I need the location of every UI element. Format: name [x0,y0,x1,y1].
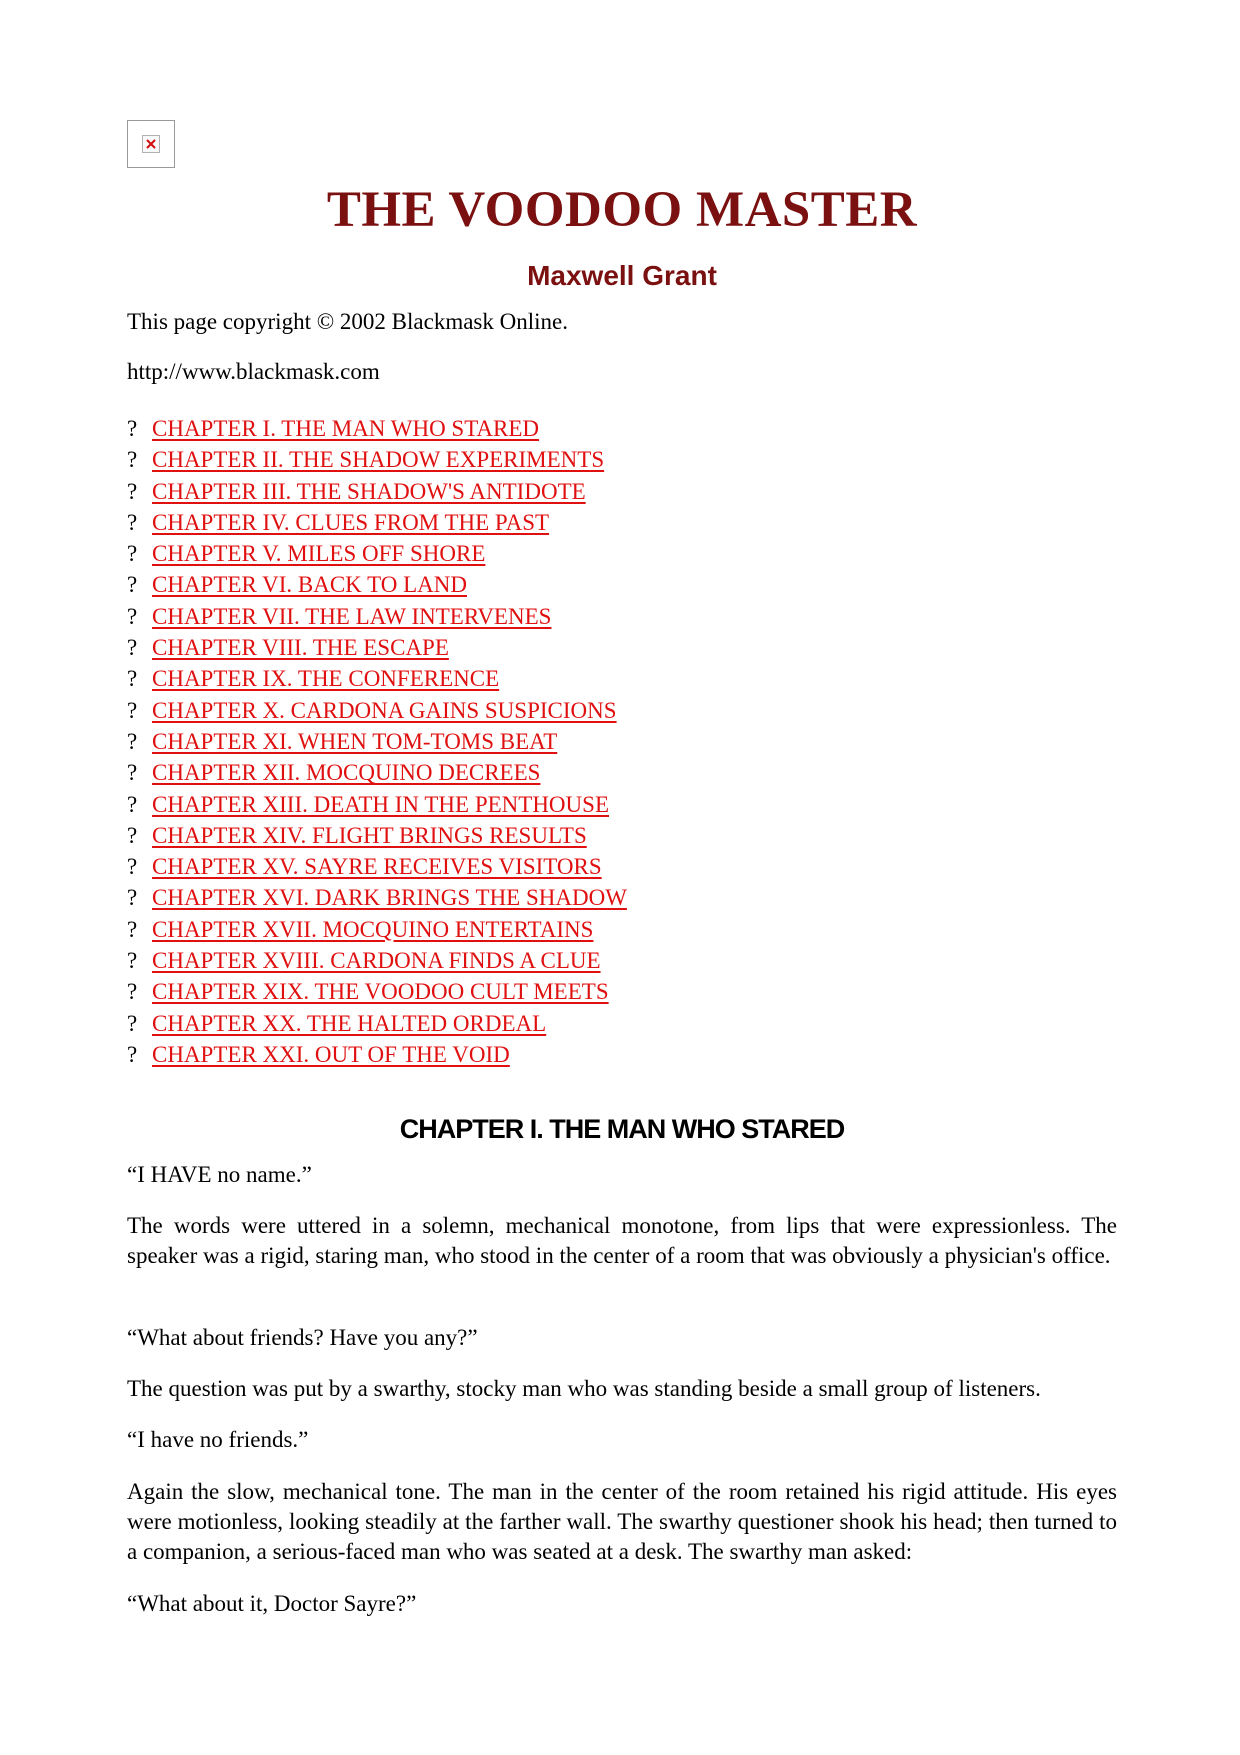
toc-bullet: ? [127,979,138,1005]
toc-link[interactable]: CHAPTER XVIII. CARDONA FINDS A CLUE [152,948,601,974]
toc-link[interactable]: CHAPTER VII. THE LAW INTERVENES [152,603,552,629]
toc-item [127,413,627,444]
toc-link[interactable]: CHAPTER IV. CLUES FROM THE PAST [152,509,550,535]
broken-image-icon [127,120,175,168]
table-of-contents [127,413,627,1070]
toc-link[interactable]: CHAPTER I. THE MAN WHO STARED [152,416,540,441]
toc-bullet: ? [127,666,138,692]
book-title: THE VOODOO MASTER [326,182,918,238]
copyright-notice: This page copyright © 2002 Blackmask Online. [127,309,568,334]
toc-link[interactable]: CHAPTER III. THE SHADOW'S ANTIDOTE [152,478,586,504]
toc-link[interactable]: CHAPTER XX. THE HALTED ORDEAL [152,1010,547,1036]
toc-link[interactable]: CHAPTER X. CARDONA GAINS SUSPICIONS [152,697,617,723]
toc-link[interactable]: CHAPTER XIX. THE VOODOO CULT MEETS [152,979,609,1005]
toc-link[interactable]: CHAPTER XIV. FLIGHT BRINGS RESULTS [152,822,587,848]
toc-bullet: ? [127,916,138,942]
toc-bullet: ? [127,572,138,598]
toc-item [127,507,627,538]
toc-item [127,569,627,600]
paragraph: The question was put by a swarthy, stocky man who was standing beside a small group of listeners. [127,1376,1041,1401]
toc-bullet: ? [127,728,138,754]
toc-bullet: ? [127,603,138,629]
toc-item [127,663,627,694]
paragraph: “I HAVE no name.” [127,1162,312,1187]
toc-link[interactable]: CHAPTER VIII. THE ESCAPE [152,635,449,661]
toc-item [127,976,627,1007]
toc-link[interactable]: CHAPTER XV. SAYRE RECEIVES VISITORS [152,854,602,880]
toc-item [127,757,627,788]
toc-bullet: ? [127,885,138,911]
toc-link[interactable]: CHAPTER II. THE SHADOW EXPERIMENTS [152,447,605,473]
toc-bullet: ? [127,822,138,848]
toc-bullet: ? [127,541,138,567]
site-url: http://www.blackmask.com [127,359,380,384]
toc-item [127,695,627,726]
toc-item [127,1039,627,1070]
toc-item [127,538,627,569]
paragraph: “I have no friends.” [127,1427,309,1452]
toc-bullet: ? [127,447,138,473]
toc-item [127,444,627,475]
toc-item [127,601,627,632]
toc-item [127,726,627,757]
toc-item [127,476,627,507]
toc-bullet: ? [127,509,138,535]
toc-bullet: ? [127,760,138,786]
toc-item [127,820,627,851]
toc-bullet: ? [127,1041,138,1067]
toc-bullet: ? [127,478,138,504]
toc-link[interactable]: CHAPTER XIII. DEATH IN THE PENTHOUSE [152,791,609,817]
toc-link[interactable]: CHAPTER XI. WHEN TOM-TOMS BEAT [152,728,558,754]
toc-link[interactable]: CHAPTER VI. BACK TO LAND [152,572,468,598]
toc-item [127,945,627,976]
toc-item [127,914,627,945]
toc-link[interactable]: CHAPTER V. MILES OFF SHORE [152,541,486,567]
toc-link[interactable]: CHAPTER XII. MOCQUINO DECREES [152,760,541,786]
chapter-heading: CHAPTER I. THE MAN WHO STARED [399,1114,845,1144]
toc-link[interactable]: CHAPTER XVII. MOCQUINO ENTERTAINS [152,916,594,942]
toc-bullet: ? [127,791,138,817]
paragraph: Again the slow, mechanical tone. The man in the center of the room retained his rigid attitude. His eyes were motionless, looking steadily at the farther wall. The swarthy questioner shook his head; then turned to a companion, a serious-faced man who was seated at a desk. The swarthy man asked: [127,1479,1117,1564]
book-author: Maxwell Grant [527,260,717,291]
toc-bullet: ? [127,697,138,723]
toc-item [127,789,627,820]
toc-bullet: ? [127,948,138,974]
paragraph: The words were uttered in a solemn, mechanical monotone, from lips that were expressionless. The speaker was a rigid, staring man, who stood in the center of a room that was obviously a physician's office. [127,1213,1117,1268]
toc-bullet: ? [127,854,138,880]
toc-item [127,1008,627,1039]
toc-link[interactable]: CHAPTER IX. THE CONFERENCE [152,666,500,692]
toc-item [127,632,627,663]
toc-item [127,882,627,913]
toc-link[interactable]: CHAPTER XXI. OUT OF THE VOID [152,1041,510,1067]
toc-bullet: ? [127,1010,138,1036]
toc-link[interactable]: CHAPTER XVI. DARK BRINGS THE SHADOW [152,885,627,911]
toc-bullet: ? [127,416,138,441]
toc-bullet: ? [127,635,138,661]
toc-item [127,851,627,882]
paragraph: “What about it, Doctor Sayre?” [127,1591,417,1616]
paragraph: “What about friends? Have you any?” [127,1325,478,1350]
